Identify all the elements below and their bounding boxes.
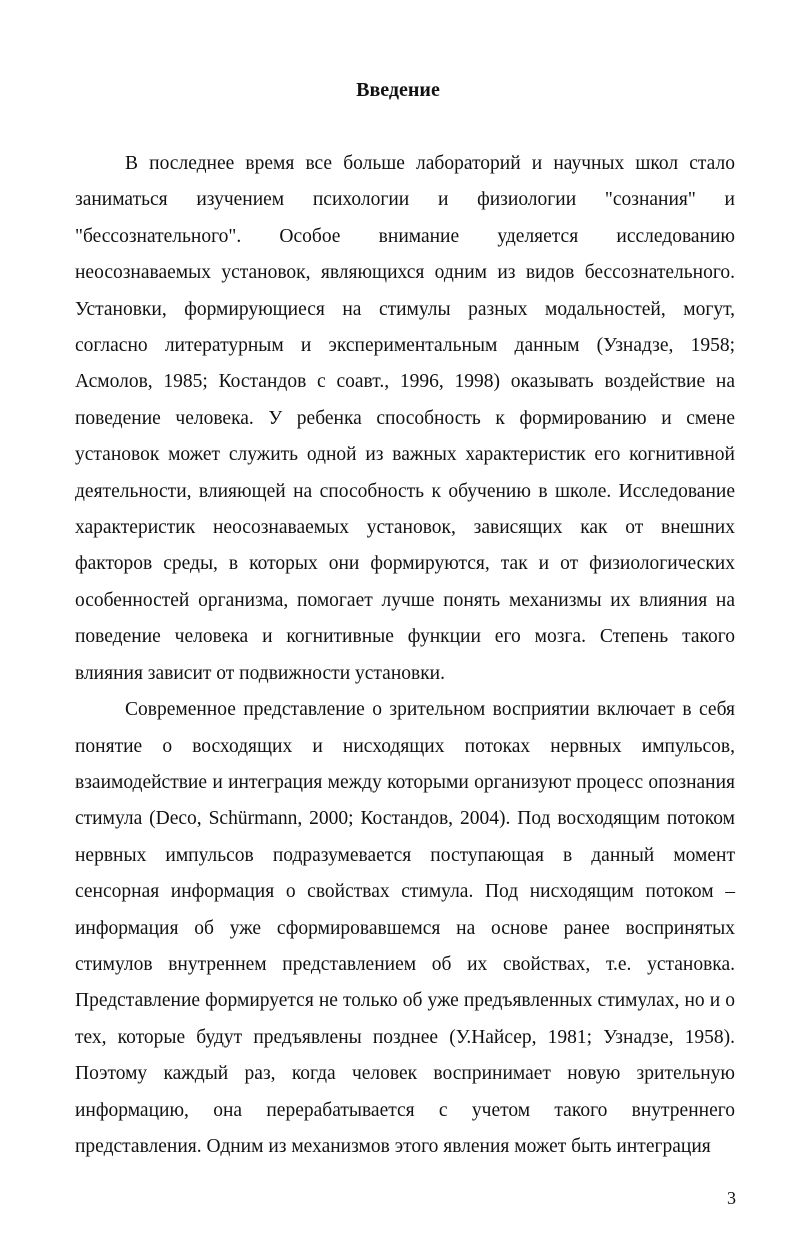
paragraph-1: В последнее время все больше лабораторий и научных школ стало заниматься изучением психологии и физиологии "сознания" и "бессознательного". Особое внимание уделяется исследованию неосознаваемых установок, являющихся одним из видов бессознательного. Установки, формирующиеся на стимулы разных модальностей, могут, согласно литературным и экспериментальным данным (Узнадзе, 1958; Асмолов, 1985; Костандов с соавт., 1996, 1998) оказывать воздействие на поведение человека. У ребенка способность к формированию и смене установок может служить одной из важных характеристик его когнитивной деятельности, влияющей на способность к обучению в школе. Исследование характеристик неосознаваемых установок, зависящих как от внешних факторов среды, в которых они формируются, так и от физиологических особенностей организма, помогает лучше понять механизмы их влияния на поведение человека и когнитивные функции его мозга. Степень такого влияния зависит от подвижности установки. bbox=[75, 153, 735, 684]
page-number: 3 bbox=[727, 1188, 736, 1208]
page-title: Введение bbox=[356, 79, 440, 101]
paragraph-2: Современное представление о зрительном восприятии включает в себя понятие о восходящих и нисходящих потоках нервных импульсов, взаимодействие и интеграция между которыми организуют процесс опознания стимула (Deco, Schürmann, 2000; Костандов, 2004). Под восходящим потоком нервных импульсов подразумевается поступающая в данный момент сенсорная информация о свойствах стимула. Под нисходящим потоком – информация об уже сформировавшемся на основе ранее воспринятых стимулов внутреннем представлением об их свойствах, т.е. установка. Представление формируется не только об уже предъявленных стимулах, но и о тех, которые будут предъявлены позднее (У.Найсер, 1981; Узнадзе, 1958). Поэтому каждый раз, когда человек воспринимает новую зрительную информацию, она перерабатывается с учетом такого внутреннего представления. Одним из механизмов этого явления может быть интеграция bbox=[75, 699, 735, 1157]
body-text bbox=[75, 146, 735, 1165]
